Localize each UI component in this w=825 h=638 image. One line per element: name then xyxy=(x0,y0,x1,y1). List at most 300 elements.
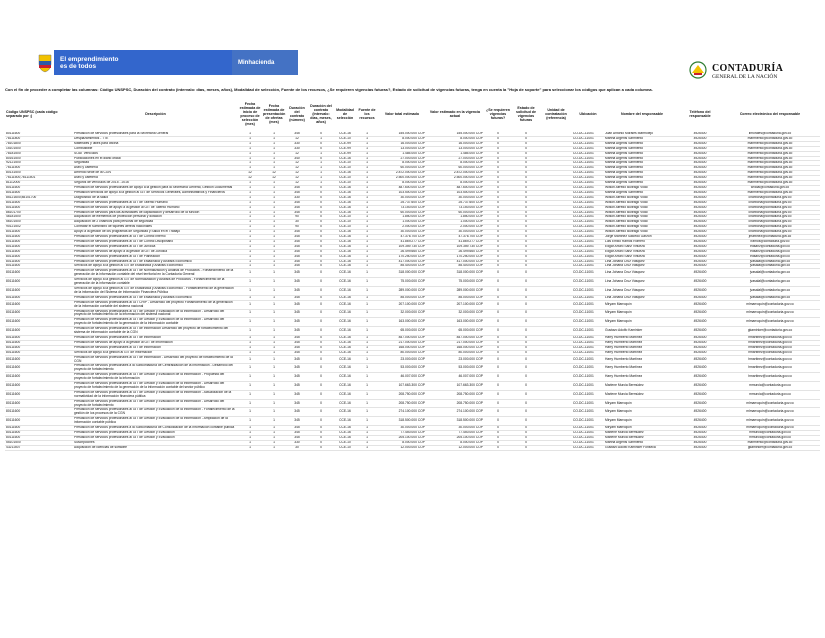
cell-location: CO-DC-11001 xyxy=(573,234,594,239)
cell-selection-mode: CCE-16 xyxy=(339,200,351,204)
cell-responsible-name: Harry Humberto Martínez xyxy=(605,335,643,339)
cell-start-month: 1 xyxy=(249,249,251,253)
cell-total-value: 205.100.000 COP xyxy=(398,435,425,439)
cell-code: 80111600 xyxy=(6,249,21,253)
cell-description: Prestación de servicios profesionales al GIT de Información xyxy=(74,345,161,349)
cell-offer-month: 1 xyxy=(273,440,275,444)
cell-future-status: 0 xyxy=(525,435,527,439)
cell-offer-month: 1 xyxy=(273,319,275,324)
cell-selection-mode: CCE-10 xyxy=(339,224,351,229)
cell-responsible-name: Lina Johana Cruz Vásquez xyxy=(605,270,645,275)
cell-current-value: 47.376.700 COP xyxy=(458,234,483,239)
cell-duration-number: 330 xyxy=(294,440,300,444)
cell-total-value: 23.000.000 COP xyxy=(400,356,425,361)
cell-funding-source: 1 xyxy=(366,287,368,292)
cell-future-status: 0 xyxy=(525,440,527,444)
cell-code: 80111600 xyxy=(6,435,21,439)
cell-selection-mode: CCE-99 xyxy=(339,141,351,145)
cell-location: CO-DC-11001 xyxy=(573,279,594,284)
cell-start-month: 1 xyxy=(249,210,251,214)
cell-offer-month: 1 xyxy=(273,156,275,160)
cell-start-month: 1 xyxy=(249,440,251,444)
cell-selection-mode: CCE-16 xyxy=(339,340,351,344)
cell-total-value: 75.000.000 COP xyxy=(400,279,425,284)
cell-selection-mode: CCE-16 xyxy=(339,185,351,189)
cell-total-value: 77.450.000 COP xyxy=(400,430,425,434)
cell-responsible-name: Wilson Alfredo Buitrago Vidal xyxy=(605,214,648,219)
cell-funding-source: 1 xyxy=(366,160,368,165)
cell-selection-mode: CCE-16 xyxy=(339,229,351,234)
cell-responsible-email: marmiento@contaduria.gov.co xyxy=(747,146,793,150)
cell-responsible-name: Martha Argenis Sarmiento xyxy=(605,136,644,140)
cell-future-vigencias: 0 xyxy=(497,270,499,275)
cell-duration-interval: 0 xyxy=(320,400,322,405)
cell-description: Prestación de servicios profesionales al GIT de Información - Desarrollo del proyecto de fortalecimiento de la CGN xyxy=(74,355,233,363)
cell-location: CO-DC-11001 xyxy=(573,249,594,253)
cell-duration-interval: 0 xyxy=(320,146,322,150)
cell-location: CO-DC-11001 xyxy=(573,328,594,333)
cell-current-value: 23.000.000 COP xyxy=(458,356,483,361)
cell-current-value: 85.400.000 COP xyxy=(458,263,483,268)
cell-duration-number: 345 xyxy=(294,185,300,189)
cell-code: 80111600 xyxy=(6,205,21,209)
cell-contracting-unit xyxy=(540,408,572,417)
cell-selection-mode: CCE-16 xyxy=(339,345,351,349)
cell-responsible-phone: 4926400 xyxy=(693,356,707,361)
cell-total-value: 53.000.000 COP xyxy=(400,365,425,370)
cell-responsible-name: Wilson Alfredo Buitrago Vidal xyxy=(605,200,648,204)
cell-duration-interval: 0 xyxy=(320,435,322,439)
cell-funding-source: 1 xyxy=(366,249,368,253)
cell-current-value: 46.007.000 COP xyxy=(458,374,483,379)
table-row xyxy=(5,364,820,373)
cell-offer-month: 1 xyxy=(273,146,275,150)
cell-responsible-email: mlmarroquin@contaduria.gov.co xyxy=(746,400,794,405)
cell-duration-number: 340 xyxy=(294,156,300,160)
cell-description: Prestación de servicios profesionales al GIT de Control Disciplinario xyxy=(74,239,174,243)
cell-selection-mode: CCE-16 xyxy=(339,365,351,370)
cell-duration-number: 330 xyxy=(294,141,300,145)
cell-total-value: 12.000.000 COP xyxy=(400,445,425,449)
cell-start-month: 12 xyxy=(248,170,252,175)
cell-duration-interval: 0 xyxy=(320,391,322,396)
table-row xyxy=(5,399,820,408)
cell-duration-interval: 1 xyxy=(320,136,322,140)
cell-future-status: 0 xyxy=(525,430,527,434)
cell-location: CO-DC-11001 xyxy=(573,409,594,414)
cell-responsible-name: Wilson Alfredo Buitrago Vidal xyxy=(605,195,648,199)
cell-funding-source: 1 xyxy=(366,219,368,224)
cell-start-month: 1 xyxy=(249,205,251,209)
cell-start-month: 1 xyxy=(249,136,251,140)
cell-description: Prestación de servicios profesionales al GIT de Gestión y Evaluación de la Información - Desarrollo del proyecto de fortalecimiento de la generación de la información contable xyxy=(74,317,225,326)
cell-total-value: 60.000.000 COP xyxy=(400,210,425,214)
cell-future-status: 0 xyxy=(525,409,527,414)
cell-responsible-name: Marlene Murcia Bermúdez xyxy=(605,435,644,439)
cell-location: CO-DC-11001 xyxy=(573,435,594,439)
cell-offer-month: 1 xyxy=(273,295,275,299)
cell-start-month: 1 xyxy=(249,287,251,292)
cell-offer-month: 1 xyxy=(273,151,275,155)
cell-responsible-phone: 4926400 xyxy=(693,445,707,449)
cell-funding-source: 1 xyxy=(366,425,368,430)
cell-description: Materiales y útiles para oficina xyxy=(74,141,119,145)
cell-offer-month: 1 xyxy=(273,190,275,194)
colombia-shield-icon xyxy=(35,50,54,75)
cell-future-vigencias: 0 xyxy=(497,239,499,243)
cell-future-status: 0 xyxy=(525,175,527,180)
cell-responsible-email: mmurcia@contaduria.gov.co xyxy=(749,391,791,396)
cell-future-status: 0 xyxy=(525,229,527,234)
cell-responsible-name: Wilson Alfredo Buitrago Vidal xyxy=(605,205,648,209)
cell-start-month: 1 xyxy=(249,328,251,333)
cell-duration-interval: 0 xyxy=(320,185,322,189)
cell-description: Seguros de vehículos de 2015 - 2016 xyxy=(74,180,129,185)
cell-code: 80111600 xyxy=(6,340,21,344)
cell-description: Prestación de servicios profesionales al GIT de Normalización y Análisis de Productos - Fortalecimiento de la generación de la información contable del nivel territorial en la Contaduría General xyxy=(74,268,234,277)
cell-funding-source: 1 xyxy=(366,270,368,275)
cell-duration-number: 345 xyxy=(294,254,300,258)
cell-future-vigencias: 0 xyxy=(497,409,499,414)
cell-start-month: 1 xyxy=(249,244,251,248)
cell-duration-number: 345 xyxy=(294,190,300,194)
cell-start-month: 1 xyxy=(249,350,251,354)
cell-future-vigencias: 0 xyxy=(497,440,499,444)
cell-future-vigencias: 0 xyxy=(497,356,499,361)
cell-description: Prestación de servicios profesionales al GIT de Jurídica xyxy=(74,244,156,248)
cell-location: CO-DC-11001 xyxy=(573,263,594,268)
cell-offer-month: 1 xyxy=(273,391,275,396)
cell-start-month: 1 xyxy=(249,335,251,339)
cell-future-status: 0 xyxy=(525,382,527,387)
cell-future-vigencias: 0 xyxy=(497,259,499,263)
cell-duration-number: 345 xyxy=(294,310,300,315)
cell-location: CO-DC-11001 xyxy=(573,136,594,140)
cell-current-value: 27.000.000 COP xyxy=(458,156,483,160)
cell-total-value: 1.850.000 COP xyxy=(402,214,425,219)
cell-start-month: 1 xyxy=(249,400,251,405)
cell-selection-mode: CCE-10 xyxy=(339,160,351,165)
cell-current-value: 109.359.730 COP xyxy=(456,244,483,248)
cell-duration-interval: 0 xyxy=(320,440,322,444)
cell-code: 43211507 xyxy=(6,445,21,449)
cell-offer-month: 1 xyxy=(273,418,275,423)
cell-duration-number: 345 xyxy=(294,234,300,239)
cell-responsible-name: Martha Argenis Sarmiento xyxy=(605,160,644,165)
cell-duration-interval: 1 xyxy=(320,180,322,185)
cell-funding-source: 1 xyxy=(366,156,368,160)
cell-code: 80111600 xyxy=(6,425,21,430)
cell-responsible-phone: 4926400 xyxy=(693,224,707,229)
cell-duration-number: 345 xyxy=(294,249,300,253)
cell-start-month: 1 xyxy=(249,295,251,299)
cell-code: 80111600 xyxy=(6,356,21,361)
table-body xyxy=(5,132,820,450)
cell-start-month: 1 xyxy=(249,254,251,258)
cell-funding-source: 1 xyxy=(366,151,368,155)
cell-funding-source: 1 xyxy=(366,310,368,315)
cell-start-month: 1 xyxy=(249,141,251,145)
cell-code: 80111600 xyxy=(6,132,21,135)
cell-total-value: 1.485.000 COP xyxy=(402,151,425,155)
cell-total-value: 73.150.000 COP xyxy=(400,205,425,209)
cell-duration-interval: 0 xyxy=(320,279,322,284)
cell-duration-number: 345 xyxy=(294,200,300,204)
cell-future-status: 0 xyxy=(525,190,527,194)
cell-start-month: 1 xyxy=(249,263,251,268)
table-row xyxy=(5,132,820,136)
cell-responsible-email: marmiento@contaduria.gov.co xyxy=(747,165,793,170)
cell-duration-number: 345 xyxy=(294,301,300,306)
cell-offer-month: 1 xyxy=(273,136,275,140)
cell-selection-mode: CCE-10 xyxy=(339,440,351,444)
cell-funding-source: 1 xyxy=(366,400,368,405)
cell-future-status: 0 xyxy=(525,180,527,185)
column-header-description: Descripción xyxy=(145,112,166,116)
column-header-location: Ubicación xyxy=(579,112,597,116)
cell-duration-number: 345 xyxy=(294,244,300,248)
cell-duration-interval: 0 xyxy=(320,190,322,194)
cell-duration-interval: 0 xyxy=(320,425,322,430)
ministry-label: Minhacienda xyxy=(232,50,298,75)
cell-total-value: 13.000.000 COP xyxy=(400,146,425,150)
cell-responsible-phone: 4926400 xyxy=(693,132,707,135)
cell-responsible-phone: 4926400 xyxy=(693,146,707,150)
cell-selection-mode: CCE-16 xyxy=(339,239,351,243)
cell-responsible-email: gkaminker@contaduria.gov.co xyxy=(747,445,793,449)
cell-start-month: 1 xyxy=(249,156,251,160)
column-header-start-month: Fecha estimada de inicio de proceso de selección (mes) xyxy=(239,102,261,126)
cell-duration-interval: 0 xyxy=(320,287,322,292)
cell-funding-source: 1 xyxy=(366,430,368,434)
cell-description: Prestación de servicios profesionales al GIT de Control Interno xyxy=(74,234,166,239)
table-row xyxy=(5,445,820,450)
cell-responsible-name: Martha Argenis Sarmiento xyxy=(605,151,644,155)
cell-responsible-email: edsanz@contaduria.gov.co xyxy=(750,244,790,248)
cell-current-value: 205.100.000 COP xyxy=(456,435,483,439)
cell-total-value: 8.000.000 COP xyxy=(402,440,425,444)
cell-code: 80111600 xyxy=(6,409,21,414)
cell-future-vigencias: 0 xyxy=(497,151,499,155)
cell-total-value: 417.000.000 COP xyxy=(398,259,425,263)
cell-responsible-name: Wilson Alfredo Buitrago Vidal xyxy=(605,224,648,229)
cell-responsible-phone: 4926400 xyxy=(693,210,707,214)
cell-total-value: 107.663.300 COP xyxy=(398,382,425,387)
cell-total-value: 217.000.000 COP xyxy=(398,340,425,344)
cell-funding-source: 1 xyxy=(366,180,368,185)
cell-total-value: 25.737.600 COP xyxy=(400,200,425,204)
cell-location: CO-DC-11001 xyxy=(573,165,594,170)
table-header-row xyxy=(5,96,820,132)
cell-description: Diagnóstico de la salud xyxy=(74,195,109,199)
cell-funding-source: 1 xyxy=(366,200,368,204)
cell-funding-source: 1 xyxy=(366,165,368,170)
cell-duration-number: 12 xyxy=(295,136,299,140)
cell-description: Prestación de servicios profesionales al GIT CHIP - Desarrollo del proyecto Fortalecimiento de la generación de la información contable del sistema nacional xyxy=(74,300,233,308)
cell-offer-month: 1 xyxy=(273,382,275,387)
cell-duration-interval: 0 xyxy=(320,295,322,299)
cell-duration-number: 345 xyxy=(294,374,300,379)
cell-location: CO-DC-11001 xyxy=(573,418,594,423)
cell-start-month: 1 xyxy=(249,224,251,229)
cell-responsible-name: Harry Humberto Martínez xyxy=(605,365,643,370)
cell-duration-number: 345 xyxy=(294,418,300,423)
cell-code: 80111600 xyxy=(6,335,21,339)
table-row xyxy=(5,278,820,287)
cell-current-value: 26.499.660 COP xyxy=(458,249,483,253)
cell-code: 80111600 xyxy=(6,345,21,349)
cell-total-value: 847.000.000 COP xyxy=(398,335,425,339)
gov-slogan xyxy=(54,50,232,75)
cell-code: 80111600 xyxy=(6,400,21,405)
cell-responsible-phone: 4926400 xyxy=(693,141,707,145)
cell-future-status: 0 xyxy=(525,132,527,135)
cell-responsible-email: marmiento@contaduria.gov.co xyxy=(747,170,793,175)
cell-duration-interval: 0 xyxy=(320,430,322,434)
cell-offer-month: 12 xyxy=(272,170,276,175)
cell-start-month: 1 xyxy=(249,200,251,204)
cell-contracting-unit xyxy=(540,300,572,309)
cell-future-status: 0 xyxy=(525,418,527,423)
cell-offer-month: 1 xyxy=(273,287,275,292)
cell-future-status: 0 xyxy=(525,141,527,145)
cell-contracting-unit xyxy=(540,309,572,318)
table-row xyxy=(5,355,820,364)
cell-offer-month: 1 xyxy=(273,165,275,170)
cell-responsible-phone: 4926400 xyxy=(693,328,707,333)
table-row xyxy=(5,269,820,278)
cell-offer-month: 1 xyxy=(273,445,275,449)
cell-responsible-phone: 4926400 xyxy=(693,249,707,253)
cell-future-status: 0 xyxy=(525,350,527,354)
cell-future-vigencias: 0 xyxy=(497,244,499,248)
cell-funding-source: 1 xyxy=(366,136,368,140)
cell-duration-number: 345 xyxy=(294,400,300,405)
cell-start-month: 1 xyxy=(249,214,251,219)
table-row xyxy=(5,327,820,336)
cell-total-value: 163.000.000 COP xyxy=(398,319,425,324)
cell-funding-source: 1 xyxy=(366,170,368,175)
cell-offer-month: 1 xyxy=(273,279,275,284)
cell-selection-mode: CCE-16 xyxy=(339,350,351,354)
cell-location: CO-DC-11001 xyxy=(573,335,594,339)
cell-total-value: 47.376.700 COP xyxy=(400,234,425,239)
cell-description: Combustible xyxy=(74,146,93,150)
cell-selection-mode: CCE-99 xyxy=(339,151,351,155)
cell-code: 80111600 xyxy=(6,391,21,396)
cell-total-value: 65.000.000 COP xyxy=(400,328,425,333)
cell-future-status: 0 xyxy=(525,151,527,155)
cell-future-status: 0 xyxy=(525,160,527,165)
cell-code: 80111600 xyxy=(6,263,21,268)
cell-location: CO-DC-11001 xyxy=(573,244,594,248)
cell-code: 78111800 xyxy=(6,136,21,140)
cell-offer-month: 1 xyxy=(273,335,275,339)
cell-location: CO-DC-11001 xyxy=(573,151,594,155)
cell-current-value: 289.000.000 COP xyxy=(456,287,483,292)
cell-responsible-name: Lina Johana Cruz Vásquez xyxy=(605,263,645,268)
cell-current-value: 274.100.000 COP xyxy=(456,409,483,414)
table-row xyxy=(5,225,820,230)
cell-future-vigencias: 0 xyxy=(497,418,499,423)
cell-offer-month: 1 xyxy=(273,249,275,253)
cell-description: Prestación de servicios profesionales al GIT de Estadística y Análisis Económico xyxy=(74,259,192,263)
cell-responsible-phone: 4926400 xyxy=(693,295,707,299)
cell-current-value: 8.000.000 COP xyxy=(460,180,483,185)
cell-responsible-email: mlmarroquin@contaduria.gov.co xyxy=(746,310,794,315)
cell-total-value: 168.000.000 COP xyxy=(398,345,425,349)
cell-current-value: 30.000.000 COP xyxy=(458,425,483,430)
cell-total-value: 8.000.000 COP xyxy=(402,180,425,185)
cell-duration-number: 345 xyxy=(294,270,300,275)
cell-offer-month: 1 xyxy=(273,244,275,248)
cell-responsible-phone: 4926400 xyxy=(693,430,707,434)
cell-duration-number: 90 xyxy=(295,224,299,229)
cell-duration-interval: 0 xyxy=(320,340,322,344)
cell-offer-month: 1 xyxy=(273,345,275,349)
cell-current-value: 847.000.000 COP xyxy=(456,335,483,339)
cell-responsible-phone: 4926400 xyxy=(693,160,707,165)
cell-duration-interval: 0 xyxy=(320,445,322,449)
cell-start-month: 1 xyxy=(249,190,251,194)
cell-funding-source: 1 xyxy=(366,365,368,370)
cell-selection-mode: CCE-16 xyxy=(339,374,351,379)
column-header-duration-number: Duración del contrato (número) xyxy=(289,106,305,122)
cell-offer-month: 1 xyxy=(273,185,275,189)
cell-responsible-email: llmorales@contaduria.gov.co xyxy=(748,132,792,135)
cell-responsible-email: hmartinez@contaduria.gov.co xyxy=(748,365,792,370)
cell-selection-mode: CCE-16 xyxy=(339,382,351,387)
cell-code: 85121600;85101700 xyxy=(6,195,37,199)
cell-duration-interval: 0 xyxy=(320,350,322,354)
cell-offer-month: 1 xyxy=(273,214,275,219)
cell-duration-interval: 0 xyxy=(320,234,322,239)
cell-responsible-name: Martha Argenis Sarmiento xyxy=(605,170,644,175)
cell-start-month: 1 xyxy=(249,319,251,324)
cell-responsible-phone: 4926400 xyxy=(693,200,707,204)
cell-description: Seguridad xyxy=(74,160,90,165)
cell-description: Prestación de servicios de apoyo a la gestión al GIT de Jurídica xyxy=(74,249,168,253)
cell-code: 80111600 xyxy=(6,287,21,292)
cell-future-vigencias: 0 xyxy=(497,374,499,379)
cell-responsible-name: Harry Humberto Martínez xyxy=(605,340,643,344)
cell-selection-mode: CCE-16 xyxy=(339,132,351,135)
cell-responsible-phone: 4926400 xyxy=(693,365,707,370)
cell-location: CO-DC-11001 xyxy=(573,180,594,185)
cell-offer-month: 1 xyxy=(273,132,275,135)
cell-duration-number: 12 xyxy=(295,170,299,175)
cell-responsible-email: hmartinez@contaduria.gov.co xyxy=(748,374,792,379)
cell-start-month: 1 xyxy=(249,259,251,263)
cell-selection-mode: CCE-16 xyxy=(339,210,351,214)
cell-location: CO-DC-11001 xyxy=(573,224,594,229)
cell-location: CO-DC-11001 xyxy=(573,170,594,175)
cell-selection-mode: CCE-16 xyxy=(339,335,351,339)
cell-responsible-email: hmartinez@contaduria.gov.co xyxy=(748,335,792,339)
cell-future-status: 0 xyxy=(525,319,527,324)
cell-duration-interval: 0 xyxy=(320,259,322,263)
cell-duration-interval: 0 xyxy=(320,200,322,204)
cell-selection-mode: CCE-16 xyxy=(339,301,351,306)
cell-responsible-phone: 4926400 xyxy=(693,136,707,140)
cell-responsible-phone: 4926400 xyxy=(693,350,707,354)
cell-total-value: 103.500.000 COP xyxy=(398,190,425,194)
cell-future-status: 0 xyxy=(525,301,527,306)
cell-responsible-email: hmartinez@contaduria.gov.co xyxy=(748,340,792,344)
cell-responsible-name: Gustavo Adolfo Kaminker Fonseca xyxy=(605,445,656,449)
cell-code: 78101800 xyxy=(6,141,21,145)
cell-future-status: 0 xyxy=(525,244,527,248)
